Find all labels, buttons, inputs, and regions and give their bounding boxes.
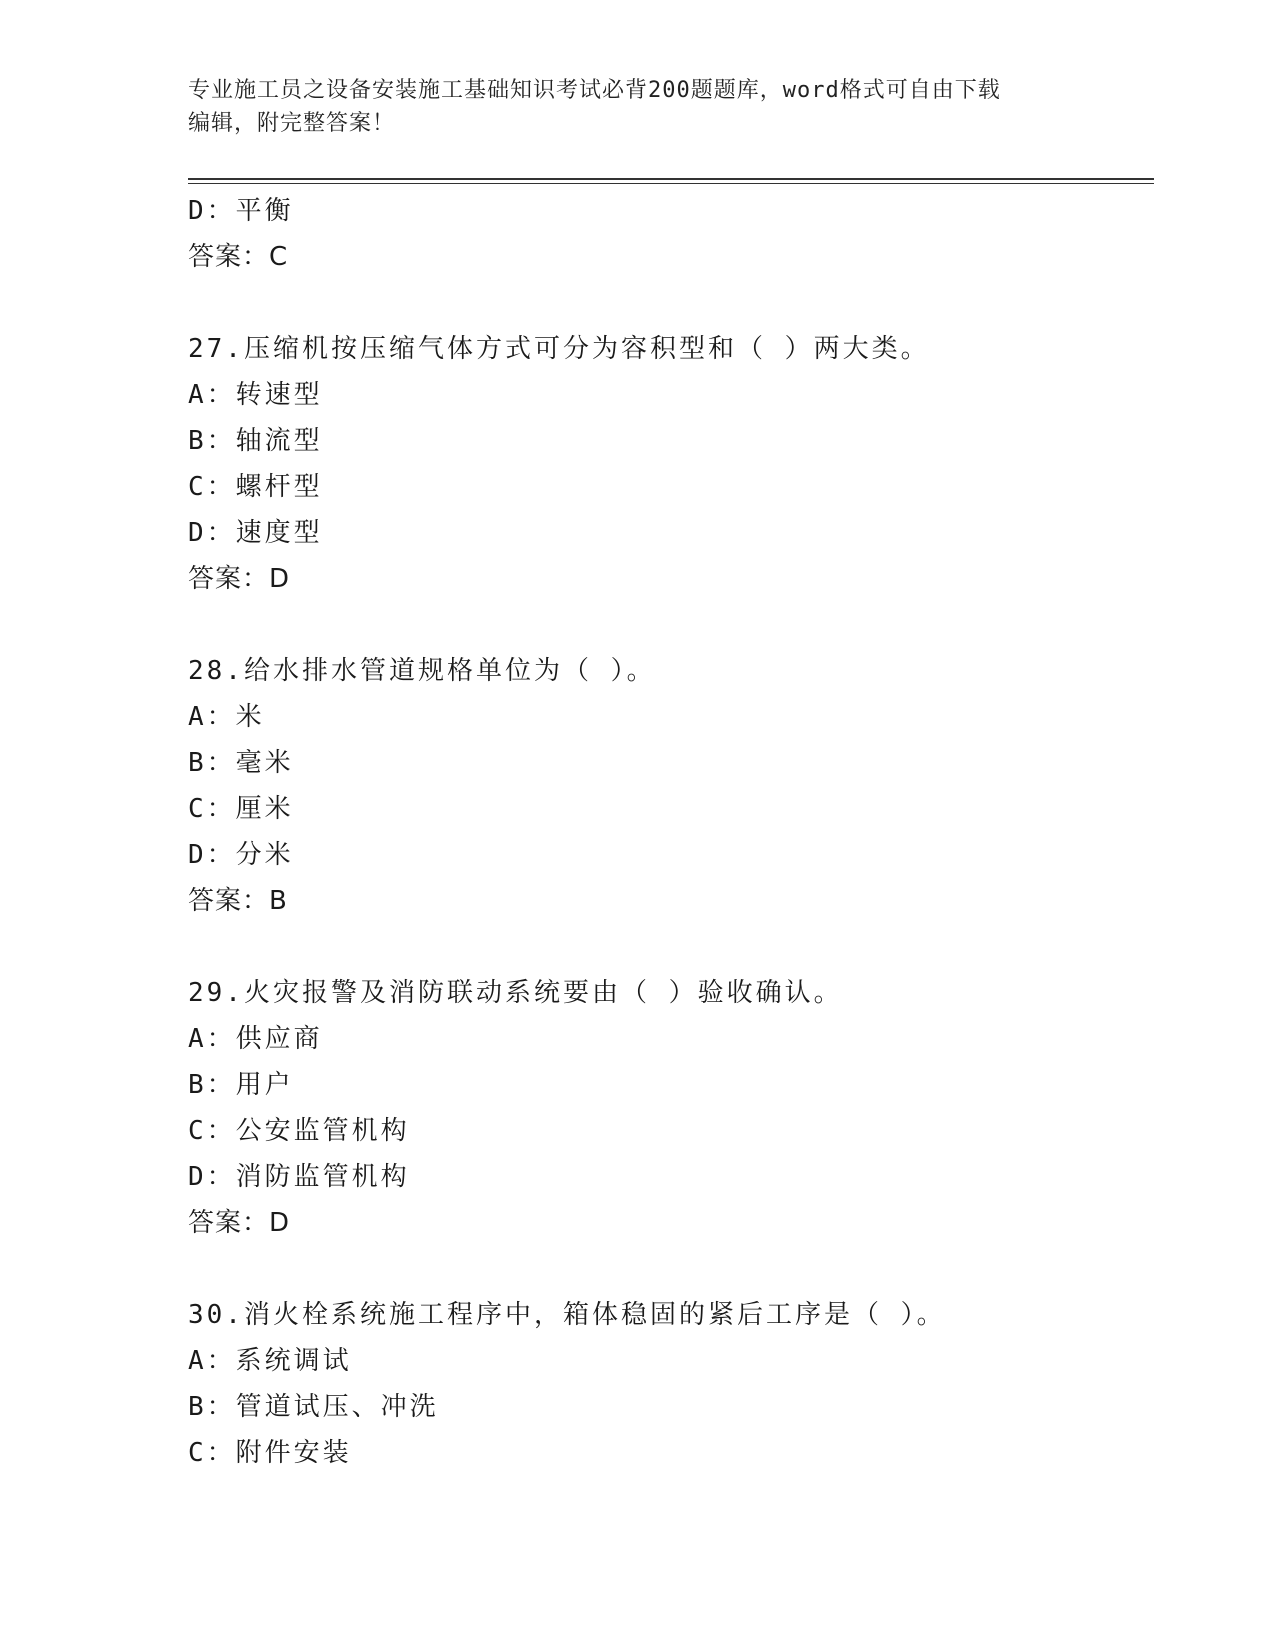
spacer (188, 924, 1148, 970)
question-stem: 30.消火栓系统施工程序中，箱体稳固的紧后工序是（ ）。 (188, 1300, 946, 1330)
option-c: C：厘米 (188, 794, 294, 824)
header-divider-thick (188, 178, 1154, 180)
option-c: C：公安监管机构 (188, 1116, 410, 1146)
question-27 (188, 326, 1148, 602)
header-line-1: 专业施工员之设备安装施工基础知识考试必背200题题库，word格式可自由下载 (188, 78, 1001, 103)
answer: 答案：D (188, 564, 291, 594)
header-divider-thin (188, 183, 1154, 184)
option-d: D：消防监管机构 (188, 1162, 410, 1192)
prev-option-d: D：平衡 (188, 196, 294, 226)
option-b: B：用户 (188, 1070, 294, 1100)
question-29 (188, 970, 1148, 1246)
spacer (188, 280, 1148, 326)
page-header (188, 74, 1088, 140)
prev-answer: 答案：C (188, 242, 289, 272)
question-list (188, 188, 1148, 1476)
option-c: C：附件安装 (188, 1438, 352, 1468)
option-a: A：供应商 (188, 1024, 323, 1054)
question-stem: 27.压缩机按压缩气体方式可分为容积型和（ ）两大类。 (188, 334, 930, 364)
option-d: D：速度型 (188, 518, 323, 548)
option-a: A：米 (188, 702, 265, 732)
answer: 答案：D (188, 1208, 291, 1238)
option-b: B：管道试压、冲洗 (188, 1392, 439, 1422)
question-28 (188, 648, 1148, 924)
question-stem: 29.火灾报警及消防联动系统要由（ ）验收确认。 (188, 978, 843, 1008)
option-a: A：系统调试 (188, 1346, 352, 1376)
question-stem: 28.给水排水管道规格单位为（ ）。 (188, 656, 656, 686)
option-b: B：轴流型 (188, 426, 323, 456)
spacer (188, 602, 1148, 648)
answer: 答案：B (188, 886, 288, 916)
option-c: C：螺杆型 (188, 472, 323, 502)
option-d: D：分米 (188, 840, 294, 870)
spacer (188, 1246, 1148, 1292)
option-b: B：毫米 (188, 748, 294, 778)
option-a: A：转速型 (188, 380, 323, 410)
question-30 (188, 1292, 1148, 1476)
header-line-2: 编辑，附完整答案！ (188, 111, 396, 136)
